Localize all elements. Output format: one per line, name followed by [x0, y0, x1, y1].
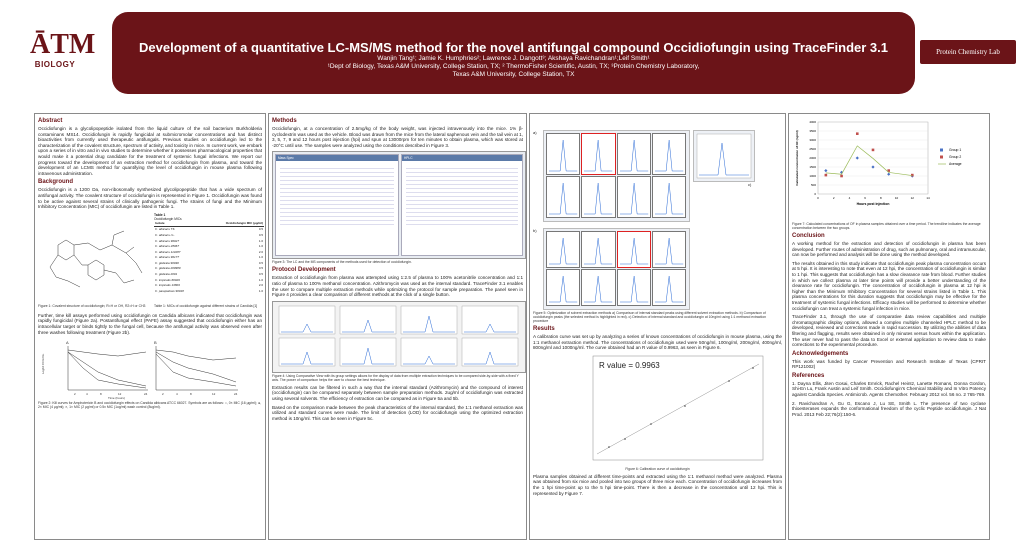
isolate-cell: C. albicans 90027	[155, 238, 180, 243]
isolate-cell: C. parapsilosis 90018	[155, 288, 184, 293]
calibration-curve	[533, 354, 783, 464]
protocol-heading: Protocol Development	[272, 267, 336, 274]
figure-4	[272, 301, 523, 373]
chromatogram-cell	[617, 133, 651, 175]
legend-entry: Group 2	[949, 155, 962, 160]
mic-cell: 0.5	[258, 272, 263, 277]
comparative-view-peaks	[273, 302, 525, 372]
fig2-xtick: 4	[176, 392, 178, 397]
conclusion-heading: Conclusion	[792, 233, 825, 239]
figure-5	[533, 116, 782, 310]
comparison-cell	[340, 338, 396, 366]
conclusion-text-3: TraceFinder 3.1, through the use of comparative data review capabilities and multiple chromatographic display options, allowed a complex multiple channeled HPLC method to be developed, reviewed and corrections made in rapid succession. By utilizing the abilities of data filtering and flagging, results were obtained in only minutes versus hours within the application. The user never had to pass the data to Excel or external application to review data to make corrections to the experimental procedure.	[792, 314, 986, 348]
table-1-subtitle: Occidiofungin MICs	[154, 216, 182, 221]
fig2-panel-a-label: A	[66, 340, 69, 346]
conclusion-text-2: The results obtained in this study indicate that occidiofungin peak plasma concentration occurs at 5 hpi. It is interesting to note that even at 12 hpi, the concentration of occidiofungin is similar to 1 hpi. This suggests that occidiofungin has a slow clearance rate from blood. Further studies in which we collect plasma at later time points will provide a better understanding of the clearance rate for occidiofungin. The concentration of occidiofungin in plasma at 12 hpi is higher than the Minimum Inhibitory Concentration for several strains listed in Table 1. This plasma concentrations for this duration suggests that occidiofungin may be effective for the treatment of systemic fungal infections. Efficacy studies will be performed to determine whether occidiofungin can treat a systemic fungal infection in mice.	[792, 260, 986, 311]
fig2-xtick: 24	[144, 392, 148, 397]
methods-heading: Methods	[272, 118, 297, 124]
ms-settings-list	[280, 165, 394, 225]
hplc-panel	[401, 154, 523, 256]
chromatogram-cell	[652, 176, 686, 218]
y-tick-label: 3000	[809, 138, 816, 142]
isolate-cell: C. glabrata 2001	[155, 272, 178, 277]
isolate-cell: C. albicans 113287	[155, 249, 181, 254]
fig5-label-a: a)	[533, 130, 537, 135]
y-tick-label: 0	[814, 192, 816, 196]
poster-title: Development of a quantitative LC-MS/MS method for the novel antifungal compound Occidiofungin using TraceFinder 3.1	[139, 40, 888, 55]
isolate-cell: C. albicans I.L.	[155, 232, 175, 237]
fig2-xtick: 12	[212, 392, 216, 397]
mic-cell: 1.0	[258, 288, 263, 293]
figure-1-table-1	[38, 213, 262, 313]
affiliation-line-2: Texas A&M University, College Station, TX	[452, 71, 575, 78]
occidiofungin-structure	[38, 225, 148, 295]
mic-cell: 2.0	[258, 249, 263, 254]
mic-cell: 2.0	[258, 283, 263, 288]
methods-text-4: Based on the comparison made between the peak characteristics of the internal standard, the 1:1 methanol extraction was utilized and standard curves were made. The limit of detection (LOD) for occidiofungin using the optimized extraction method is 10ng/ml. This can be seen in Figure 5c.	[272, 404, 523, 421]
methods-text-3: Extraction results can be filtered in such a way that the internal standard (Azithromycin) and the compound of interest (occidiofungin) can be compared separately between sample preparation methods. 2ug/ml of occidiofungin was extracted using several solvents. The efficiency of extraction can be compared as in Figure 5a and 5b.	[272, 384, 523, 401]
chromatogram-cell	[581, 269, 615, 306]
results-heading: Results	[533, 326, 555, 332]
figure-1-caption: Figure 1: Covalent structure of occidiofungin; R=H or OH, R2=H or CH3	[38, 303, 146, 308]
method-screenshot	[272, 151, 526, 259]
chromatogram-cell	[652, 269, 686, 306]
group-2-point	[856, 132, 859, 135]
hplc-settings-list	[406, 165, 518, 225]
tamu-biology-logo	[30, 29, 96, 76]
isolate-cell: C. albicans TS	[155, 227, 175, 232]
reference-2: 2. Ravichandran A, Gu G, Escano J, Lu SE, Smith L. The presence of two cyclase thioesterases expands the conformational freedom of the cyclic Peptide occidiofungin. J Nat Prod. 2013 Feb 22;76(2):150-6.	[792, 400, 986, 417]
acknowledgements-text: This work was funded by Cancer Prevention and Research Institute of Texas (CPRIT RP121002)	[792, 358, 986, 370]
y-tick-label: 1000	[809, 174, 816, 178]
chromatogram-cell	[652, 133, 686, 175]
fig5-label-c: c)	[748, 182, 752, 187]
table-header: Occidiofungin MIC (µg/ml)	[225, 220, 263, 225]
legend-entry: Group 1	[949, 148, 962, 153]
chromatogram-cell	[546, 133, 580, 175]
comparison-cell	[279, 306, 335, 334]
authors: Wanjin Tang¹; Jamie K. Humphries²; Lawrence J. Dangott³; Akshaya Ravichandran¹;Leif Smith¹	[377, 55, 650, 62]
kill-curve-plots	[38, 338, 264, 400]
fig2-xtick: 2	[74, 392, 76, 397]
figure-2-caption: Figure 2: Kill curves for Amphotericin B and occidiofungin effects on Candida albicans ATCC 66027. Symbols are as follows: ○, 0× MIC (16 µg/ml); ●, 2× MIC (4 µg/ml); ×, 1× MIC (2 µg/ml) or 0.5x MIC (1ug/ml) wash control (8ug/ml).	[38, 401, 261, 410]
fig5c-panel	[693, 130, 755, 182]
methods-text-2: Extraction of occidiofungin from plasma was attempted using 1:2.5 of plasma to 100% acetonitrile concentration and 1:1 ratio of plasma to 100% methanol concentration. Azithromycin was used as the internal standard. TraceFinder 3.1 enables the user to compare multiple extraction methods while optimizing the protocol for sample preparation. The panel seen in Figure 4 provides a clear comparison of different methods at the click of a single button.	[272, 275, 523, 298]
ms-panel	[275, 154, 399, 256]
isolate-cell: C. albicans 28067	[155, 244, 180, 249]
acknowledgements-heading: Acknowledgements	[792, 350, 849, 357]
mic-table	[154, 221, 264, 295]
fig5b-panel	[543, 228, 690, 310]
x-tick-label: 14	[926, 196, 930, 200]
column-3	[529, 113, 786, 540]
isolate-cell: C. tropicalis 13803	[155, 283, 180, 288]
y-tick-label: 1500	[809, 165, 816, 169]
mic-cell: 1.0	[258, 277, 263, 282]
mic-cell: 0.5	[258, 227, 263, 232]
comparison-cell	[401, 338, 457, 366]
group-2-point	[825, 174, 828, 177]
references-heading: References	[792, 372, 825, 379]
chromatogram-cell	[652, 231, 686, 268]
column-2	[268, 113, 527, 540]
protein-chemistry-lab-logo	[920, 40, 1016, 64]
fig2-xtick: 12	[118, 392, 122, 397]
fig2-ylabel: Log10 CFU/mL	[41, 353, 45, 375]
results-text-1: A calibration curve was set up by analyzing a series of known concentrations of occidiofungin in mouse plasma, using the 1:1 methanol extraction method. The concentrations of occidiofungin used were 50ng/ml, 100ng/ml, 200ng/ml, 400ng/ml, 800ng/ml and 1000ng/ml. The curve obtained had an R value of 0.9963, as seen in Figure 6.	[533, 334, 782, 351]
logo-mark: ĀTM	[30, 29, 96, 60]
figure-7-caption: Figure 7: Calculated concentrations of OF in plasma samples obtained over a time period. The trendline indicates the average concentration between the two groups.	[792, 222, 981, 230]
y-axis-label: Calculated concentration of OF (ng/ml)	[795, 130, 799, 186]
figure-3-caption: Figure 3: The LC and the MS components of the methods used for detection of occidiofungin.	[272, 260, 412, 265]
comparative-view-screenshot	[272, 301, 526, 373]
results-text-2: Plasma samples obtained at different time-points and extracted using the 1:1 methanol method were analyzed. Plasma was obtained from six mice and pooled into two groups of three mice each. Concentration of occidiofungin increases from the 1 hpi time-point up to the 5 hpi time-point. There is then a decrease in the concentration until 12 hpi. This is represented by Figure 7.	[533, 473, 782, 496]
table-1-caption: Table 1: MICs of occidiofungin against different strains of Candida [1]	[154, 303, 258, 308]
table-1	[154, 213, 264, 295]
legend-swatch	[940, 149, 943, 152]
table-header: Isolate	[155, 220, 165, 225]
chromatogram-cell	[546, 231, 580, 268]
isolate-cell: C. albicans 90177	[155, 255, 180, 260]
chromatogram-cell	[581, 133, 615, 175]
y-tick-label: 3500	[809, 129, 816, 133]
figure-5-caption: Figure 5: Optimization of solvent extraction methods a) Comparison of internal standard peaks using different solvent extraction methods. b) Comparison of occidiofungin peaks (the selected method is highlighted in red). c) Detection of internal standard and occidiofungin at 10ng/ml using 1:1 methanol extraction procedure	[533, 311, 766, 323]
x-tick-label: 10	[894, 196, 899, 200]
title-banner	[112, 12, 915, 94]
methods-text-1: Occidiofungin, at a concentration of 2.5mg/kg of the body weight, was injected intravenously into the mice. 1% β-cyclodextrin was used as the vehicle. Blood was drawn from the mice from the lateral saphenous vein and the tail vein at 1, 3, 5, 7, 9 and 12 hours post injection (hpi) and spun at 13000rpm for ten minutes to obtain plasma, which was stored at -20°C until use. The samples were analyzed using the conditions described in Figure 3.	[272, 126, 523, 148]
x-tick-label: 6	[864, 196, 866, 200]
fig5-label-b: b)	[533, 228, 537, 233]
mic-cell: 1.0	[258, 255, 263, 260]
group-2-point	[872, 149, 875, 152]
chromatogram-cell	[581, 231, 615, 268]
legend-entry: Average	[949, 162, 962, 167]
x-tick-label: 2	[832, 196, 835, 200]
reference-1: 1. Dayna Ellis, Jiten Gosai, Charles Emrick, Rachel Heintz, Lanette Romans, Donna Gordon, Shi-En Lu, Frank Austin and Leif Smith. Occidiofungin's Chemical Stability and In Vitro Potency against Candida Species. Antimicrob. Agents Chemother. February 2012 vol. 56 no. 2 765-769.	[792, 380, 986, 398]
figure-7	[792, 116, 986, 221]
group-2-point	[840, 175, 843, 178]
chromatogram-cell	[617, 231, 651, 268]
isolate-cell: C. glabrata 90030	[155, 260, 179, 265]
comparison-cell	[462, 306, 518, 334]
mic-cell: 0.5	[258, 232, 263, 237]
mic-cell: 0.5	[258, 266, 263, 271]
logo-right-text: Protein Chemistry Lab	[936, 48, 1000, 56]
legend-swatch	[940, 156, 943, 159]
ms-panel-title: Mass Spec	[276, 155, 398, 161]
fig2-panel-b-label: B	[154, 340, 157, 346]
r-value-label: R value = 0.9963	[599, 360, 660, 370]
fig5c-chromatogram	[694, 131, 754, 181]
chromatogram-cell	[617, 176, 651, 218]
column-1	[34, 113, 266, 540]
fig2-xtick: 2	[162, 392, 164, 397]
isolate-cell: C. tropicalis 66029	[155, 277, 180, 282]
comparison-cell	[401, 306, 457, 334]
x-tick-label: 8	[880, 196, 882, 200]
background-text-2: Further, time kill assays performed using occidiofungin on Candida albicans indicated that occidiofungin was rapidly fungicidal (Figure 2a). Postantifungal effect (PAFE) assay suggested that occidiofungin either has an intracellular target or binds tightly to the fungal cell, because the antifungal activity was observed even after three washes following treatment (Figure 2b).	[38, 312, 262, 335]
fig2-xtick: 4	[86, 392, 88, 397]
x-tick-label: 12	[910, 196, 914, 200]
logo-word: BIOLOGY	[34, 60, 76, 69]
figure-4-caption: Figure 4: Using Comparative View with its group settings allows for the display of data from multiple extraction techniques to be compared side-by-side with a fixed Y axis. The power of comparison helps the user to choose the best technique.	[272, 373, 519, 382]
abstract-text: Occidiofungin is a glycolipopeptide isolated from the liquid culture of the soil bacterium Burkholderia contaminans MS14. Occidiofungin is rapidly fungicidal at submicromolar concentrations and has distinct bioactivities from currently used therapeutic antifungals. Previous studies on occidiofungin led to the characterization of the covalent structure, spectrum of activity, and toxicity in mice. In current work, we embark upon a series of in vitro and in vivo studies to determine whether it possesses pharmacological properties that would make it a potential drug candidate for the treatment of systemic fungal infections. We report our progress toward the development of an extraction method for occidiofungin from plasma, and toward the development of an LCMS method for quantifying the level of occidiofungin in mouse plasma following intravenous administration.	[38, 126, 262, 176]
mic-cell: 1.0	[258, 244, 263, 249]
fig2-xtick: 8	[100, 392, 102, 397]
hplc-panel-title: HPLC	[402, 155, 522, 161]
y-tick-label: 500	[810, 183, 816, 187]
fig5a-panel	[543, 130, 690, 222]
x-tick-label: 4	[848, 196, 851, 200]
fig2-xtick: 24	[234, 392, 238, 397]
table-1-title: Table 1	[154, 212, 166, 217]
y-tick-label: 2000	[809, 156, 816, 160]
figure-2	[38, 338, 262, 400]
isolate-cell: C. glabrata 200989	[155, 266, 181, 271]
fig2-xtick: 8	[190, 392, 192, 397]
figure-3	[272, 151, 523, 259]
chromatogram-cell	[581, 176, 615, 218]
x-tick-label: 0	[817, 196, 819, 200]
conclusion-text-1: A working method for the extraction and detection of occidiofungin in plasma has been developed. Further routes of administration of drug, such as pulmonary, oral and intramuscular, can now be performed and analysis will be done using the method developed.	[792, 241, 986, 258]
figure-6-caption: Figure 6: Calibration curve of occidiofungin	[625, 466, 690, 471]
abstract-heading: Abstract	[38, 118, 63, 124]
fig2-xlabel: Time (hours)	[108, 396, 125, 401]
figure-6	[533, 354, 782, 466]
background-text-1: Occidiofungin is a 1200 Da, non-ribosomally synthesized glycolipopeptide that has a wide spectrum of antifungal activity. The covalent structure of occidiofungin is represented in Figure 1. Occidiofungin was found to be active against several strains of clinically pathogenic fungi. The strains of fungi and the Minimum Inhibitory Concentration (MIC) of occidiofungin are listed in Table 1.	[38, 187, 262, 210]
affiliation-line-1: ¹Dept of Biology, Texas A&M University, College Station, TX; ² ThermoFisher Scientific, Austin, TX; ³Protein Chemistry Laboratory,	[327, 63, 700, 70]
mic-cell: 1.0	[258, 238, 263, 243]
chromatogram-cell	[546, 269, 580, 306]
y-tick-label: 4000	[809, 120, 816, 124]
x-axis-label: Hours post injection	[856, 202, 890, 206]
concentration-chart	[792, 116, 988, 220]
table-row	[154, 289, 264, 295]
chromatogram-cell	[546, 176, 580, 218]
chromatogram-cell	[617, 269, 651, 306]
mic-cell: 0.5	[258, 260, 263, 265]
y-tick-label: 2500	[809, 147, 816, 151]
column-4	[788, 113, 990, 540]
background-heading: Background	[38, 179, 74, 186]
